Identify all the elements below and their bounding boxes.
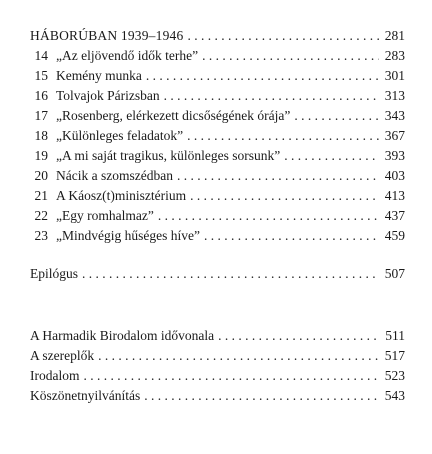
chapter-page-number: 437: [384, 208, 405, 223]
chapter-title: „Mindvégig hűséges híve”: [56, 228, 200, 243]
chapter-number: 19: [34, 148, 48, 163]
chapter-page-number: 343: [384, 108, 405, 123]
dot-leader: [84, 366, 380, 386]
dot-leader: [204, 226, 379, 246]
chapter-entry: [30, 46, 405, 66]
chapter-title: „Rosenberg, elérkezett dicsőségének órája”: [56, 108, 291, 123]
back-matter-title: A szereplők: [30, 348, 95, 363]
chapter-entry: [30, 206, 405, 226]
part-heading: [30, 26, 405, 46]
chapter-title: A Káosz(t)minisztérium: [56, 188, 187, 203]
chapter-entry: [30, 126, 405, 146]
epilogue-title: Epilógus: [30, 266, 79, 281]
back-matter-page-number: 517: [384, 348, 405, 363]
dot-leader: [202, 46, 379, 66]
dot-leader: [82, 264, 379, 284]
dot-leader: [144, 386, 379, 406]
chapter-number: 16: [34, 88, 48, 103]
dot-leader: [98, 346, 379, 366]
back-matter-title: Köszönetnyilvánítás: [30, 388, 141, 403]
dot-leader: [218, 326, 379, 346]
dot-leader: [187, 26, 379, 46]
chapter-page-number: 301: [384, 68, 405, 83]
dot-leader: [284, 146, 379, 166]
chapter-number: 21: [34, 188, 48, 203]
back-matter-page-number: 523: [384, 368, 405, 383]
dot-leader: [158, 206, 379, 226]
chapter-title: „Egy romhalmaz”: [56, 208, 154, 223]
dot-leader: [146, 66, 379, 86]
chapter-title: Tolvajok Párizsban: [56, 88, 160, 103]
chapter-page-number: 393: [384, 148, 405, 163]
chapter-entry: [30, 106, 405, 126]
chapter-number: 18: [34, 128, 48, 143]
chapter-entry: [30, 146, 405, 166]
dot-leader: [164, 86, 379, 106]
back-matter-title: Irodalom: [30, 368, 80, 383]
dot-leader: [177, 166, 379, 186]
part-page-number: 281: [384, 28, 405, 43]
chapter-page-number: 367: [384, 128, 405, 143]
chapter-entry: [30, 86, 405, 106]
back-matter-entry: [30, 366, 405, 386]
back-matter-page-number: 543: [384, 388, 405, 403]
chapter-title: „Különleges feladatok”: [56, 128, 184, 143]
chapter-entry: [30, 186, 405, 206]
part-title: HÁBORÚBAN 1939–1946: [30, 28, 184, 43]
chapter-page-number: 459: [384, 228, 405, 243]
chapter-title: „Az eljövendő idők terhe”: [56, 48, 199, 63]
epilogue-page-number: 507: [384, 266, 405, 281]
back-matter-title: A Harmadik Birodalom idővonala: [30, 328, 215, 343]
chapter-entry: [30, 166, 405, 186]
chapter-title: „A mi saját tragikus, különleges sorsunk”: [56, 148, 281, 163]
chapter-number: 14: [34, 48, 48, 63]
dot-leader: [187, 126, 379, 146]
chapter-number: 17: [34, 108, 48, 123]
epilogue-entry: [30, 264, 405, 284]
chapter-page-number: 403: [384, 168, 405, 183]
dot-leader: [294, 106, 379, 126]
back-matter-page-number: 511: [385, 328, 405, 343]
chapter-title: Nácik a szomszédban: [56, 168, 173, 183]
chapter-entry: [30, 66, 405, 86]
spacer: [30, 246, 405, 264]
chapter-number: 15: [34, 68, 48, 83]
chapter-page-number: 413: [384, 188, 405, 203]
spacer: [30, 284, 405, 326]
chapter-page-number: 313: [384, 88, 405, 103]
chapter-number: 20: [34, 168, 48, 183]
back-matter-entry: [30, 386, 405, 406]
back-matter-entry: [30, 326, 405, 346]
dot-leader: [190, 186, 379, 206]
chapter-entry: [30, 226, 405, 246]
table-of-contents: [30, 26, 405, 406]
chapter-title: Kemény munka: [56, 68, 142, 83]
back-matter-entry: [30, 346, 405, 366]
chapter-number: 23: [34, 228, 48, 243]
chapter-page-number: 283: [384, 48, 405, 63]
chapter-number: 22: [34, 208, 48, 223]
